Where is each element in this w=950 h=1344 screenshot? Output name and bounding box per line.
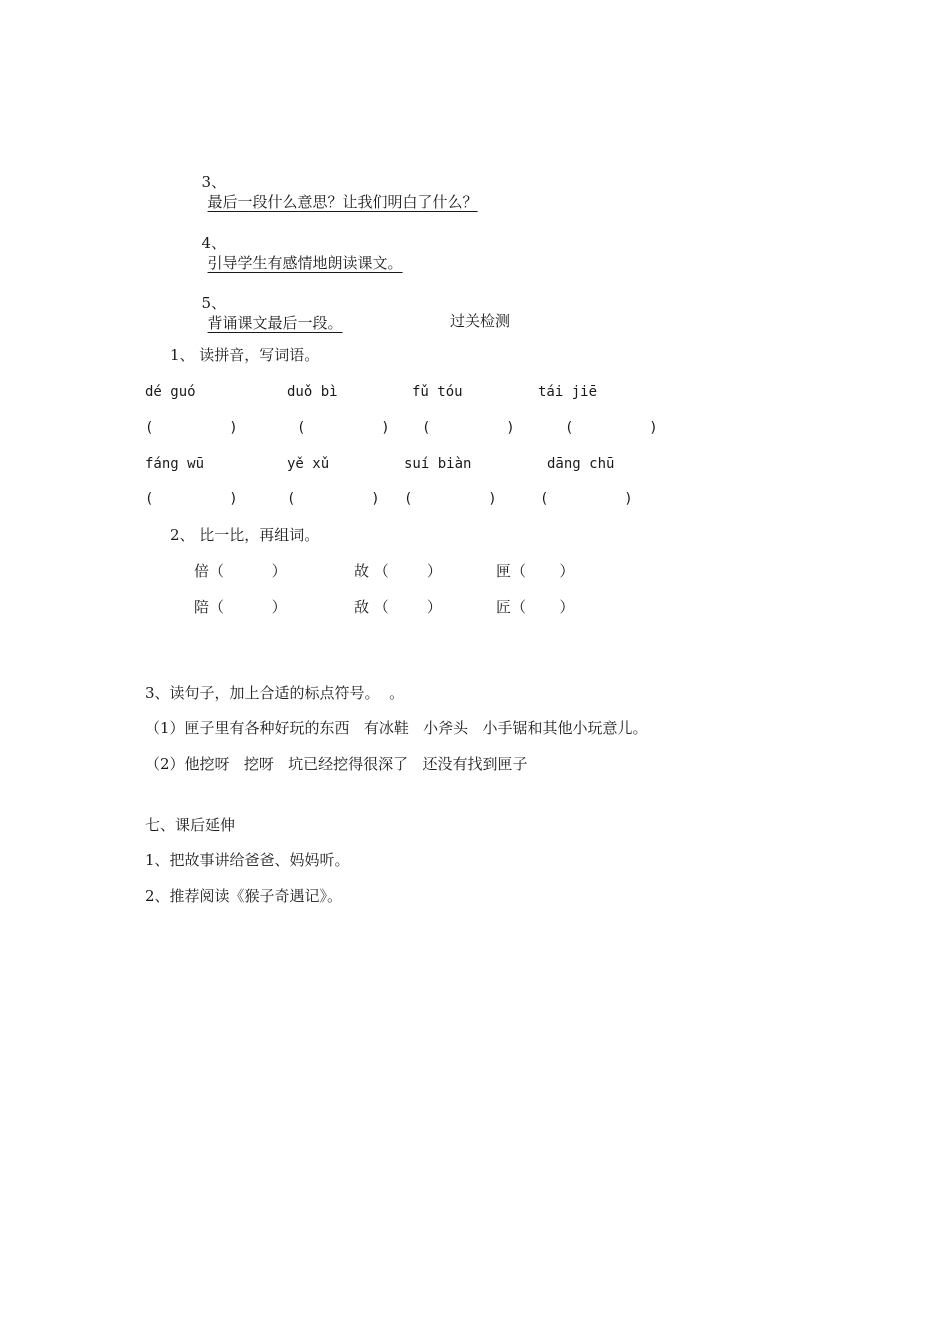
step-number: 4、 [201, 234, 227, 252]
compare-item: 故 （ ） [354, 562, 442, 580]
answer-blank: ( ) [540, 491, 633, 507]
compare-item: 匠（ ） [496, 598, 575, 616]
pinyin-7: suí biàn [404, 456, 472, 472]
step-5 [192, 273, 343, 333]
step-text: 引导学生有感情地朗读课文。 [207, 254, 403, 272]
extension-item-2: 2、推荐阅读《猴子奇遇记》。 [145, 887, 343, 905]
compare-item: 匣（ ） [496, 562, 575, 580]
pinyin-8: dāng chū [547, 456, 615, 472]
step-4 [192, 213, 403, 273]
answer-blank: ( ) [422, 420, 515, 436]
pinyin-5: fáng wū [145, 456, 205, 472]
answer-blank: ( ) [297, 420, 390, 436]
answer-blank: ( ) [565, 420, 658, 436]
step-number: 3、 [201, 173, 227, 191]
q2-title: 2、 比一比，再组词。 [170, 526, 320, 544]
q3-title: 3、读句子，加上合适的标点符号。 。 [145, 684, 405, 702]
pinyin-3: fǔ tóu [412, 384, 463, 400]
extension-item-1: 1、把故事讲给爸爸、妈妈听。 [145, 851, 350, 869]
answer-blank: ( ) [145, 420, 238, 436]
compare-item: 敌 （ ） [354, 598, 442, 616]
step-text: 最后一段什么意思？让我们明白了什么？ [207, 193, 478, 211]
answer-blank: ( ) [145, 491, 238, 507]
pinyin-2: duǒ bì [287, 384, 338, 400]
step-3 [192, 152, 478, 212]
extension-title: 七、课后延伸 [145, 816, 236, 834]
q3-sentence-2: （2）他挖呀 挖呀 坑已经挖得很深了 还没有找到匣子 [145, 755, 528, 773]
step-number: 5、 [201, 294, 227, 312]
q1-title: 1、 读拼音，写词语。 [170, 346, 320, 364]
pinyin-1: dé guó [145, 384, 196, 400]
pinyin-6: yě xǔ [287, 456, 330, 472]
step-text: 背诵课文最后一段。 [207, 314, 343, 332]
answer-blank: ( ) [287, 491, 380, 507]
pinyin-4: tái jiē [538, 384, 598, 400]
check-title: 过关检测 [450, 312, 511, 330]
compare-item: 倍（ ） [194, 562, 287, 580]
compare-item: 陪（ ） [194, 598, 287, 616]
q3-sentence-1: （1）匣子里有各种好玩的东西 有冰鞋 小斧头 小手锯和其他小玩意儿。 [145, 719, 648, 737]
answer-blank: ( ) [404, 491, 497, 507]
